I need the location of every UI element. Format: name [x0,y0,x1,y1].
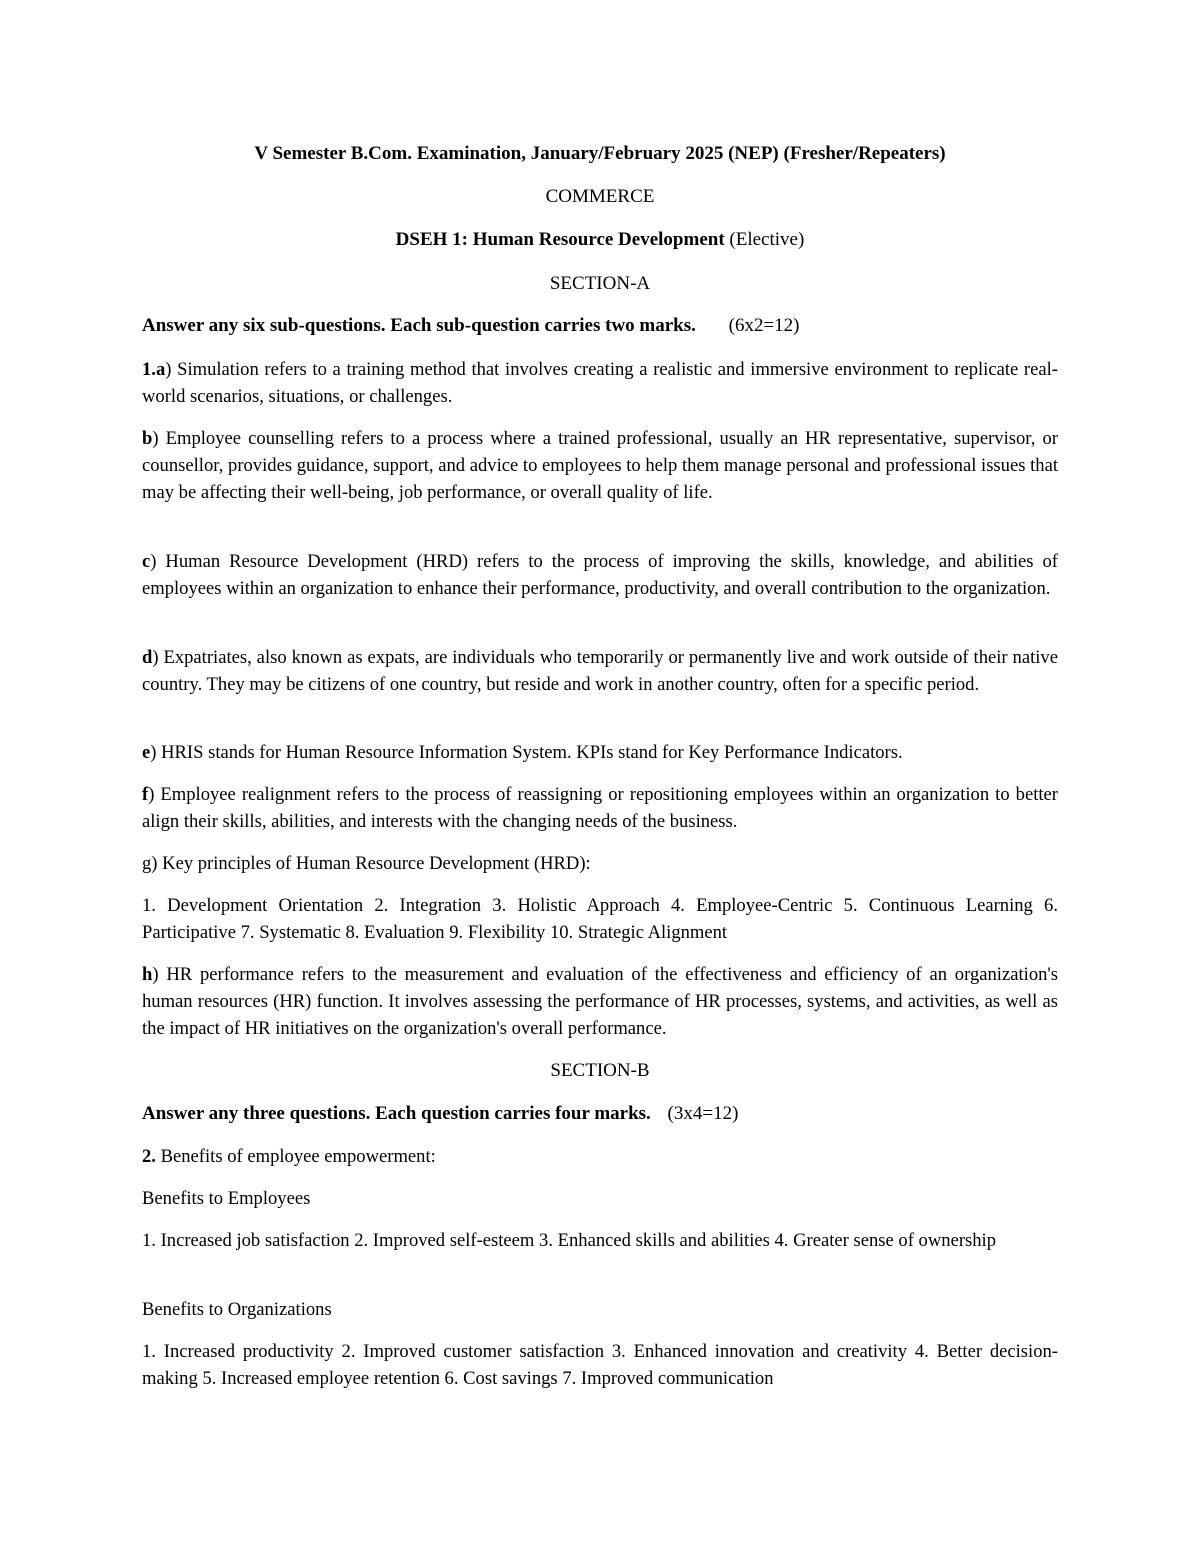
answer-h [142,961,1058,1042]
answer-c [142,548,1058,602]
subject-title: COMMERCE [545,186,655,207]
exam-title: V Semester B.Com. Examination, January/February 2025 (NEP) (Fresher/Repeaters) [254,143,946,164]
answer-e [142,739,1058,766]
answer-label: d [142,647,153,668]
answer-label: c [142,551,151,572]
answer-text: ) HR performance refers to the measurement and evaluation of the effectiveness and efficiency of an organization's human resources (HR) function. It involves assessing the performance of HR processes, systems, and activities, as well as the impact of HR initiatives on the organization's overall performance. [142,964,1058,1039]
section-a-instruction [142,312,1058,339]
section-b-instruction-text: Answer any three questions. Each question carries four marks. [142,1103,651,1124]
answer-b [142,425,1058,506]
section-b-title: SECTION-B [550,1060,650,1081]
answer-1a [142,356,1058,410]
paper-type: (Elective) [729,229,805,250]
answer-text: ) Expatriates, also known as expats, are individuals who temporarily or permanently live and work outside of their native country. They may be citizens of one country, but reside and work in another country, often for a specific period. [142,647,1058,695]
section-b-instruction [142,1100,1058,1127]
paper-title [142,226,1058,253]
answer-text: ) Employee realignment refers to the process of reassigning or repositioning employees within an organization to better align their skills, abilities, and interests with the changing needs of the business. [142,784,1058,832]
employees-heading: Benefits to Employees [142,1188,311,1209]
section-b-marks: (3x4=12) [667,1103,739,1124]
answer-text: ) Human Resource Development (HRD) refers to the process of improving the skills, knowledge, and abilities of employees within an organization to enhance their performance, productivity, and overall contribution to the organization. [142,551,1058,599]
organizations-list: 1. Increased productivity 2. Improved customer satisfaction 3. Enhanced innovation and creativity 4. Better decision-making 5. Increased employee retention 6. Cost savings 7. Improved communication [142,1341,1058,1389]
question-text: Benefits of employee empowerment: [155,1146,436,1167]
answer-label: 1.a [142,359,166,380]
organizations-heading: Benefits to Organizations [142,1299,332,1320]
answer-text: ) HRIS stands for Human Resource Information System. KPIs stand for Key Performance Indicators. [150,742,903,763]
question-label: 2. [142,1146,156,1167]
section-a-instruction-text: Answer any six sub-questions. Each sub-question carries two marks. [142,315,696,336]
paper-name: Human Resource Development [472,229,725,250]
answer-g-list [142,892,1058,946]
answer-label: h [142,964,153,985]
answer-label: e [142,742,151,763]
answer-d [142,644,1058,698]
answer-text: g) Key principles of Human Resource Development (HRD): [142,853,591,874]
answer-label: b [142,428,153,449]
answer-f [142,781,1058,835]
answer-label: f [142,784,149,805]
answer-g [142,850,1058,877]
section-a-title: SECTION-A [549,273,651,294]
answer-text: 1. Development Orientation 2. Integration 3. Holistic Approach 4. Employee-Centric 5. Continuous Learning 6. Participative 7. Systematic 8. Evaluation 9. Flexibility 10. Strategic Alignment [142,895,1058,943]
paper-code: DSEH 1: [395,229,468,250]
answer-text: ) Simulation refers to a training method that involves creating a realistic and immersive environment to replicate real-world scenarios, situations, or challenges. [142,359,1058,407]
answer-text: ) Employee counselling refers to a process where a trained professional, usually an HR representative, supervisor, or counsellor, provides guidance, support, and advice to employees to help them manage personal and professional issues that may be affecting their well-being, job performance, or overall quality of life. [142,428,1058,503]
section-a-marks: (6x2=12) [728,315,800,336]
employees-list: 1. Increased job satisfaction 2. Improved self-esteem 3. Enhanced skills and abilities 4. Greater sense of ownership [142,1230,997,1251]
question-2 [142,1143,1058,1170]
